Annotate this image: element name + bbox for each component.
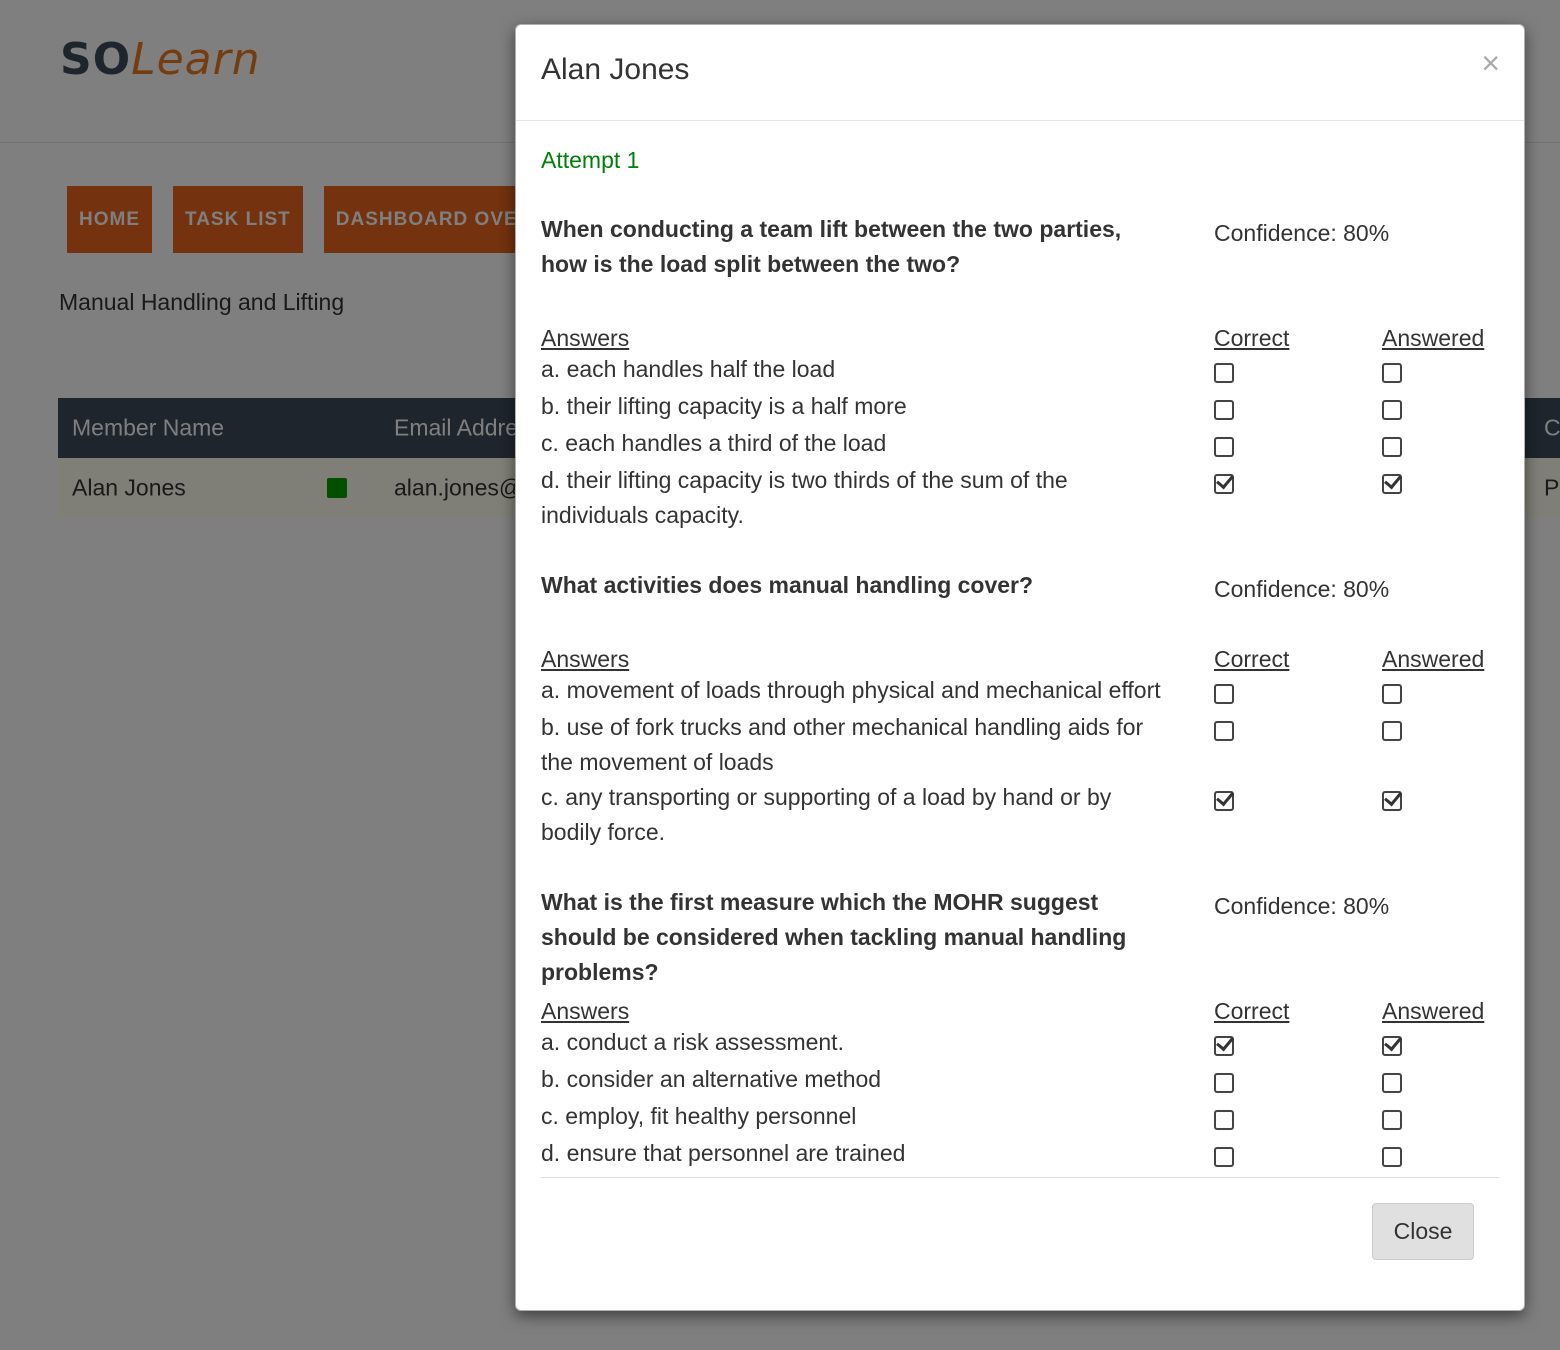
- answered-checkbox[interactable]: [1382, 684, 1402, 704]
- answered-checkbox[interactable]: [1382, 400, 1402, 420]
- answers-header: Answers: [541, 998, 630, 1024]
- modal-header: [516, 25, 1524, 121]
- answered-checkbox[interactable]: [1382, 474, 1402, 494]
- attempt-details-modal: [515, 24, 1525, 1311]
- answers-header: Answers: [541, 325, 630, 351]
- answer-text: b. their lifting capacity is a half more: [541, 393, 907, 419]
- answered-checkbox[interactable]: [1382, 721, 1402, 741]
- answer-text: b. consider an alternative method: [541, 1066, 882, 1092]
- correct-checkbox[interactable]: [1214, 1147, 1234, 1167]
- confidence-label: Confidence: 80%: [1214, 893, 1390, 919]
- question-text: What is the first measure which the MOHR suggest should be considered when tackling manual handling problems?: [541, 889, 1127, 985]
- correct-checkbox[interactable]: [1214, 721, 1234, 741]
- answer-text: b. use of fork trucks and other mechanical handling aids for the movement of loads: [541, 714, 1144, 775]
- correct-checkbox[interactable]: [1214, 400, 1234, 420]
- correct-checkbox[interactable]: [1214, 1110, 1234, 1130]
- close-icon[interactable]: ×: [1481, 45, 1500, 81]
- answer-text: c. employ, fit healthy personnel: [541, 1103, 857, 1129]
- answered-checkbox[interactable]: [1382, 1147, 1402, 1167]
- correct-header: Correct: [1214, 325, 1290, 351]
- answers-header: Answers: [541, 646, 630, 672]
- correct-checkbox[interactable]: [1214, 1073, 1234, 1093]
- confidence-label: Confidence: 80%: [1214, 576, 1390, 602]
- answer-text: d. ensure that personnel are trained: [541, 1140, 906, 1166]
- answered-checkbox[interactable]: [1382, 1073, 1402, 1093]
- answer-text: c. each handles a third of the load: [541, 430, 887, 456]
- answered-checkbox[interactable]: [1382, 1036, 1402, 1056]
- answered-checkbox[interactable]: [1382, 363, 1402, 383]
- answer-text: a. conduct a risk assessment.: [541, 1029, 844, 1055]
- modal-title: Alan Jones: [541, 53, 690, 86]
- answered-checkbox[interactable]: [1382, 437, 1402, 457]
- answer-text: d. their lifting capacity is two thirds of the sum of the individuals capacity.: [541, 467, 1068, 528]
- answered-header: Answered: [1382, 998, 1485, 1024]
- answered-checkbox[interactable]: [1382, 1110, 1402, 1130]
- answered-checkbox[interactable]: [1382, 791, 1402, 811]
- close-button[interactable]: Close: [1372, 1203, 1474, 1260]
- correct-checkbox[interactable]: [1214, 684, 1234, 704]
- correct-header: Correct: [1214, 998, 1290, 1024]
- answer-text: a. movement of loads through physical and mechanical effort: [541, 677, 1161, 703]
- answer-text: a. each handles half the load: [541, 356, 836, 382]
- correct-checkbox[interactable]: [1214, 1036, 1234, 1056]
- question-text: When conducting a team lift between the two parties, how is the load split between the two?: [541, 216, 1122, 277]
- answered-header: Answered: [1382, 646, 1485, 672]
- answered-header: Answered: [1382, 325, 1485, 351]
- attempt-label: Attempt 1: [541, 147, 640, 173]
- correct-checkbox[interactable]: [1214, 791, 1234, 811]
- question-text: What activities does manual handling cover?: [541, 572, 1034, 598]
- correct-checkbox[interactable]: [1214, 363, 1234, 383]
- footer-divider: [541, 1177, 1499, 1178]
- confidence-label: Confidence: 80%: [1214, 220, 1390, 246]
- correct-header: Correct: [1214, 646, 1290, 672]
- answer-text: c. any transporting or supporting of a load by hand or by bodily force.: [541, 784, 1112, 845]
- correct-checkbox[interactable]: [1214, 474, 1234, 494]
- correct-checkbox[interactable]: [1214, 437, 1234, 457]
